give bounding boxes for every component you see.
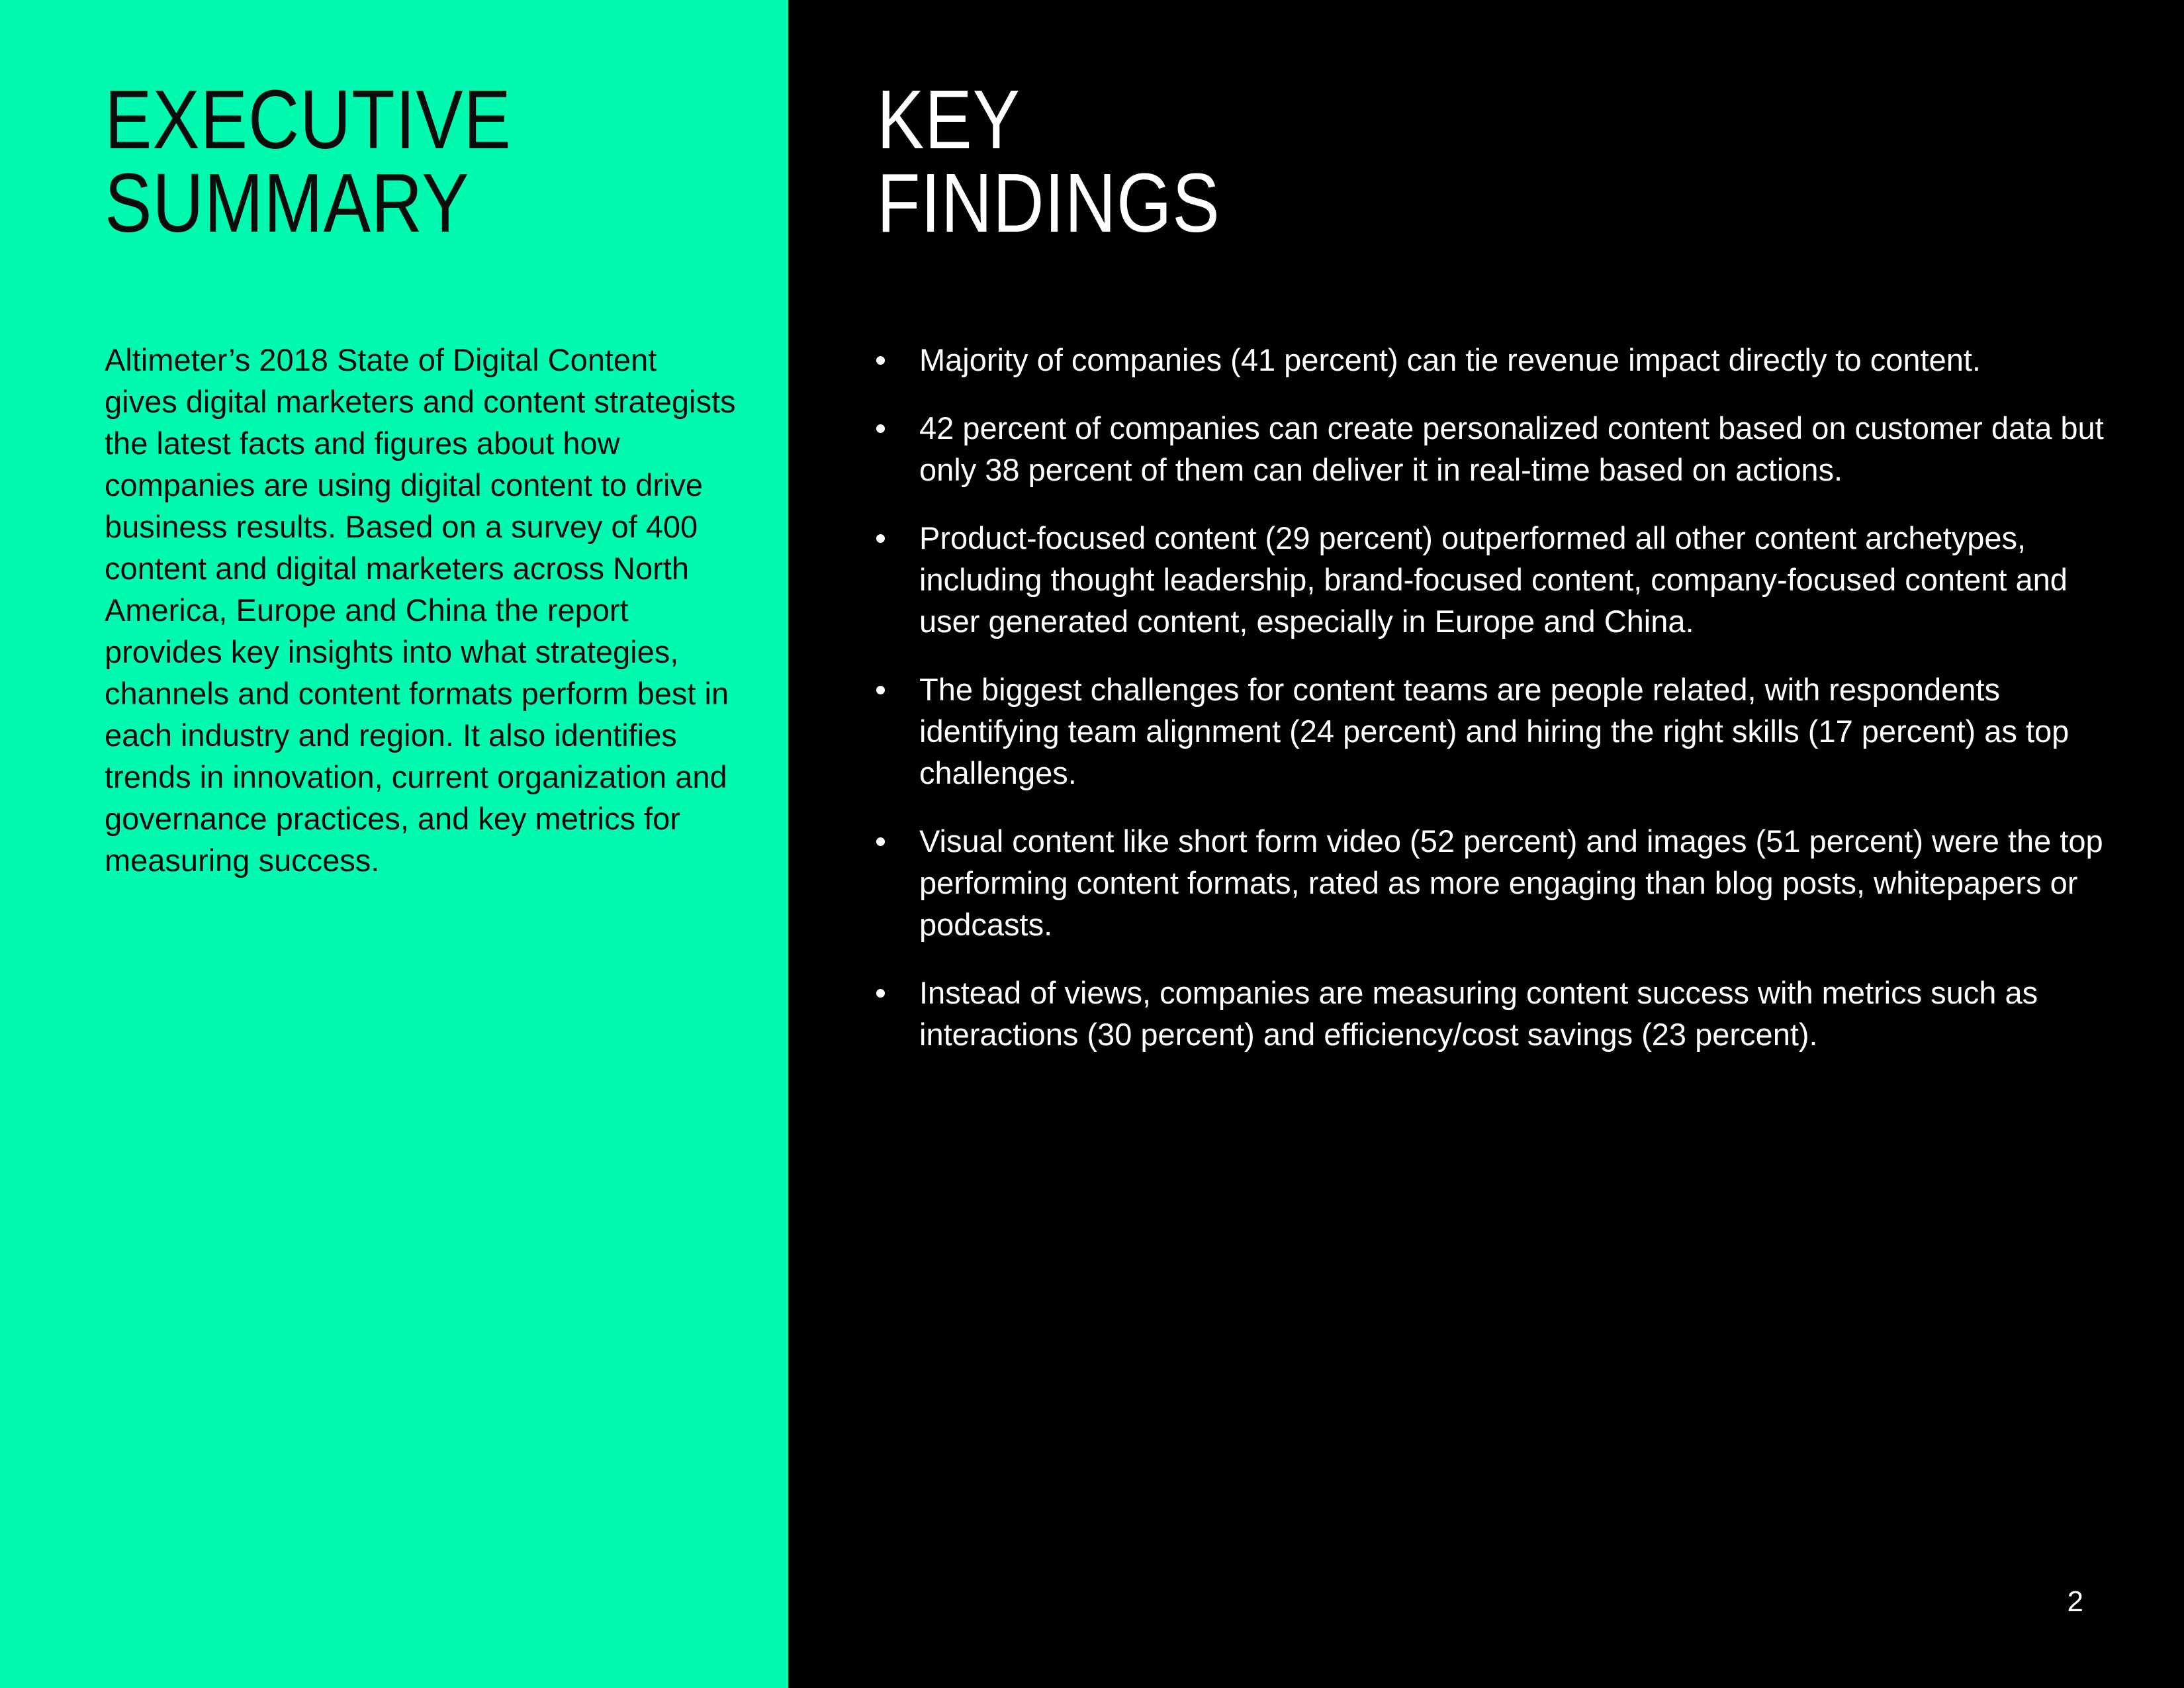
bullet-column xyxy=(875,669,919,694)
executive-summary-title-line2: SUMMARY xyxy=(105,156,470,250)
bullet-column xyxy=(875,407,919,433)
bullet-icon xyxy=(876,989,885,998)
bullet-column xyxy=(875,972,919,998)
finding-text: Instead of views, companies are measuring content success with metrics such as interactions (30 percent) and efficiency/cost savings (23 percent). xyxy=(919,975,2038,1052)
executive-summary-title xyxy=(105,73,512,250)
bullet-column xyxy=(875,820,919,846)
finding-text: 42 percent of companies can create personalized content based on customer data but only 38 percent of them can deliver it in real-time based on actions. xyxy=(919,410,2104,487)
finding-item xyxy=(875,517,2106,642)
key-findings-title xyxy=(877,73,1220,250)
executive-summary-title-line1: EXECUTIVE xyxy=(105,73,512,166)
key-findings-title-line2: FINDINGS xyxy=(877,156,1220,250)
finding-text: The biggest challenges for content teams are people related, with respondents identifying team alignment (24 percent) and hiring the right skills (17 percent) as top challenges. xyxy=(919,672,2070,790)
key-findings-list xyxy=(875,339,2106,1055)
finding-item xyxy=(875,820,2106,945)
key-findings-title-line1: KEY xyxy=(877,73,1021,166)
finding-item xyxy=(875,339,2106,381)
bullet-icon xyxy=(876,424,885,433)
finding-text: Majority of companies (41 percent) can tie revenue impact directly to content. xyxy=(919,342,1981,377)
finding-text: Product-focused content (29 percent) outperformed all other content archetypes, including thought leadership, brand-focused content, company-focused content and user generated content, especially in Europe and China. xyxy=(919,520,2068,639)
bullet-icon xyxy=(876,686,885,694)
page-number: 2 xyxy=(2067,1585,2083,1618)
executive-summary-body: Altimeter’s 2018 State of Digital Content gives digital marketers and content strategists the latest facts and figures about how companies are using digital content to drive business results. Based on a survey of 400 content and digital marketers across North America, Europe and China the report provides key insights into what strategies, channels and content formats perform best in each industry and region. It also identifies trends in innovation, current organization and governance practices, and key metrics for measuring success. xyxy=(105,342,736,878)
bullet-icon xyxy=(876,534,885,543)
executive-summary-panel xyxy=(0,0,788,1688)
finding-item xyxy=(875,972,2106,1055)
bullet-column xyxy=(875,517,919,543)
finding-item xyxy=(875,669,2106,794)
key-findings-panel xyxy=(788,0,2184,1688)
finding-item xyxy=(875,407,2106,491)
bullet-column xyxy=(875,339,919,365)
bullet-icon xyxy=(876,356,885,365)
finding-text: Visual content like short form video (52 percent) and images (51 percent) were the top performing content formats, rated as more engaging than blog posts, whitepapers or podcasts. xyxy=(919,823,2103,942)
bullet-icon xyxy=(876,837,885,846)
